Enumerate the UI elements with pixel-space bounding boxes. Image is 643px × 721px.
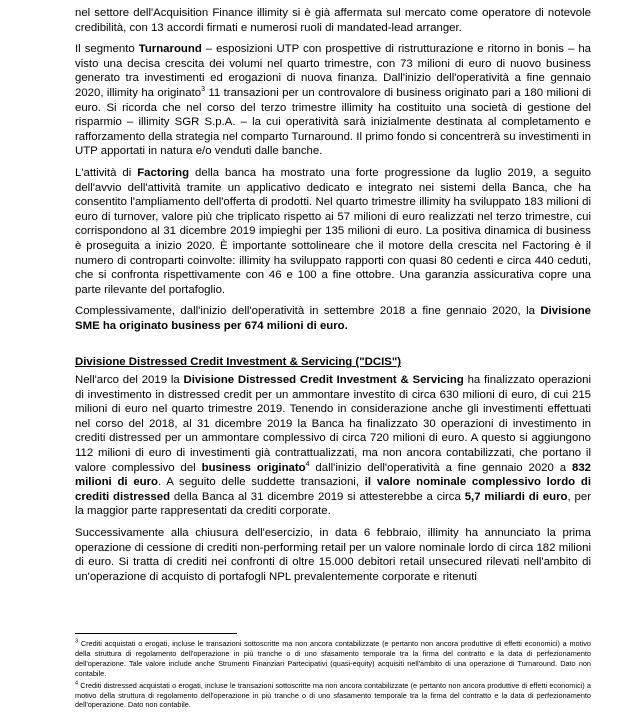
- bold-nominal-value: il valore nominale complessivo lordo di crediti distressed: [75, 476, 591, 503]
- text-run: 11 transazioni per un controvalore di business originato pari a 180 milioni di euro. Si ricorda che nel corso del terzo trimestre illimity ha costituito una società di gestione del risparmio – illimity SGR S.p.A. – la cui operatività sarà inizialmente destinata al completamento e rafforzamento della strategia nel comparto Turnaround. Il primo fondo si concentrerà su investimenti in UTP apportati in natura e/o venduti dalle banche.: [75, 86, 591, 158]
- paragraph-factoring: [75, 166, 591, 297]
- text-run: della banca ha mostrato una forte progressione da luglio 2019, a seguito dell'avvio dell'attività tramite un applicativo dedicato e integrato nei sistemi della Banca, che ha consentito l'ampliamento dell'offerta di prodotti. Nel quarto trimestre illimity ha sviluppato 183 milioni di euro di turnover, valore più che triplicato rispetto ai 57 milioni di euro realizzati nel terzo trimestre, cui corrispondono al 31 dicembre 2019 impieghi per 135 milioni di euro. La positiva dinamica di business è proseguita a inizio 2020. È importante sottolineare che il motore della crescita nel Factoring è il numero di controparti coinvolte: illimity ha sviluppato rapporti con quasi 80 cedenti e circa 440 ceduti, che si confronta rispettivamente con 46 e 100 a fine ottobre. Una garanzia assicurativa copre una parte rilevante del portafoglio.: [75, 166, 591, 296]
- paragraph-turnaround: [75, 42, 591, 159]
- footnote-text: Crediti distressed acquistati o erogati, incluse le transazioni sottoscritte ma non ancora contabilizzate (e pertanto non ancora produttive di effetti economici) a motivo della struttura di regolamento dell'operazione in più tranche o di uno sfasamento temporale tra la firma del contratto e la data di perfezionamento dell'operazione. Dato non contabile.: [75, 680, 591, 710]
- paragraph-retail-npl-sale: Successivamente alla chiusura dell'esercizio, in data 6 febbraio, illimity ha annunciato la prima operazione di cessione di crediti non-performing retail per un valore nominale lordo di circa 182 milioni di euro. Si tratta di crediti nei confronti di oltre 15.000 debitori retail unsecured rilevati nell'ambito di un'operazione di acquisto di portafogli NPL prevalentemente corporate e ritenuti: [75, 527, 591, 583]
- footnote-4: [75, 681, 591, 711]
- bold-sme-total: Divisione SME ha originato business per 674 milioni di euro.: [75, 305, 591, 332]
- paragraph-sme-summary: [75, 304, 591, 333]
- text-run: della Banca al 31 dicembre 2019 si attesterebbe a circa: [170, 490, 465, 503]
- text-run: – esposizioni UTP con prospettive di ristrutturazione e ritorno in bonis – ha visto una decisa crescita dei volumi nel quarto trimestre, con 73 milioni di euro di nuovo business generato tra investimenti ed erogazioni di nuova finanza. Dall'inizio dell'operatività a fine gennaio 2020, illimity ha originato: [75, 43, 591, 99]
- text-run: , per la maggior parte rappresentati da crediti corporate.: [75, 490, 591, 518]
- bold-5-7-billion: 5,7 miliardi di euro: [464, 490, 568, 503]
- bold-dcis-division: Divisione Distressed Credit Investment & Servicing: [183, 374, 464, 387]
- bold-832-million: 832 milioni di euro: [75, 461, 592, 489]
- bold-factoring: Factoring: [137, 166, 190, 179]
- footnote-number: 3: [75, 638, 79, 645]
- paragraph-acquisition-finance: nel settore dell'Acquisition Finance illimity si è già affermata sul mercato come operatore di notevole credibilità, con 13 accordi firmati e numerosi ruoli di mandated-lead arranger.: [75, 7, 591, 34]
- text-run: ha finalizzato operazioni di investimento in distressed credit per un ammontare investito di circa 630 milioni di euro, di cui 215 milioni di euro nel quarto trimestre 2019. Tenendo in considerazione anche gli investimenti effettuati nel corso del 2018, al 31 dicembre 2019 la Banca ha finalizzato 30 operazioni di investimento in crediti distressed per un ammontare complessivo di circa 720 milioni di euro. A questo si aggiungono 112 milioni di euro di investimenti già contrattualizzati, ma non ancora contabilizzati, che portano il valore complessivo del: [75, 374, 592, 474]
- document-body: [75, 0, 591, 584]
- bold-turnaround: Turnaround: [138, 43, 202, 56]
- text-run: dall'inizio dell'operatività a fine gennaio 2020 a: [309, 461, 572, 474]
- text-run: Complessivamente, dall'inizio dell'operatività in settembre 2018 a fine gennaio 2020, la: [75, 305, 541, 318]
- bold-business-originato: business originato: [201, 461, 306, 474]
- footnotes: [75, 639, 591, 712]
- text-run: Il segmento: [75, 43, 139, 56]
- text-run: Nell'arco del 2019 la: [75, 374, 184, 387]
- footnote-3: [75, 639, 591, 679]
- footnote-number: 4: [75, 680, 79, 687]
- footnote-text: Crediti acquistati o erogati, incluse le transazioni sottoscritte ma non ancora contabilizzate (e pertanto non ancora produttive di effetti economici) a motivo della struttura di regolamento dell'operazione in più tranche o di uno sfasamento temporale tra la firma del contratto e la data di perfezionamento dell'operazione. Tale valore include anche Strumenti Finanziari Partecipativi (quasi-equity) acquisiti nell'ambito di una operazione di Turnaround. Dato non contabile.: [75, 639, 591, 678]
- footnote-ref-3: 3: [201, 86, 205, 94]
- footnote-separator: [75, 633, 237, 634]
- section-heading-dcis: Divisione Distressed Credit Investment & Servicing ("DCIS"): [75, 356, 402, 369]
- text-run: L'attività di: [75, 166, 138, 179]
- footnote-ref-4: 4: [305, 460, 310, 468]
- text-run: . A seguito delle suddette transazioni,: [158, 476, 365, 489]
- paragraph-dcis-investments: [75, 373, 591, 519]
